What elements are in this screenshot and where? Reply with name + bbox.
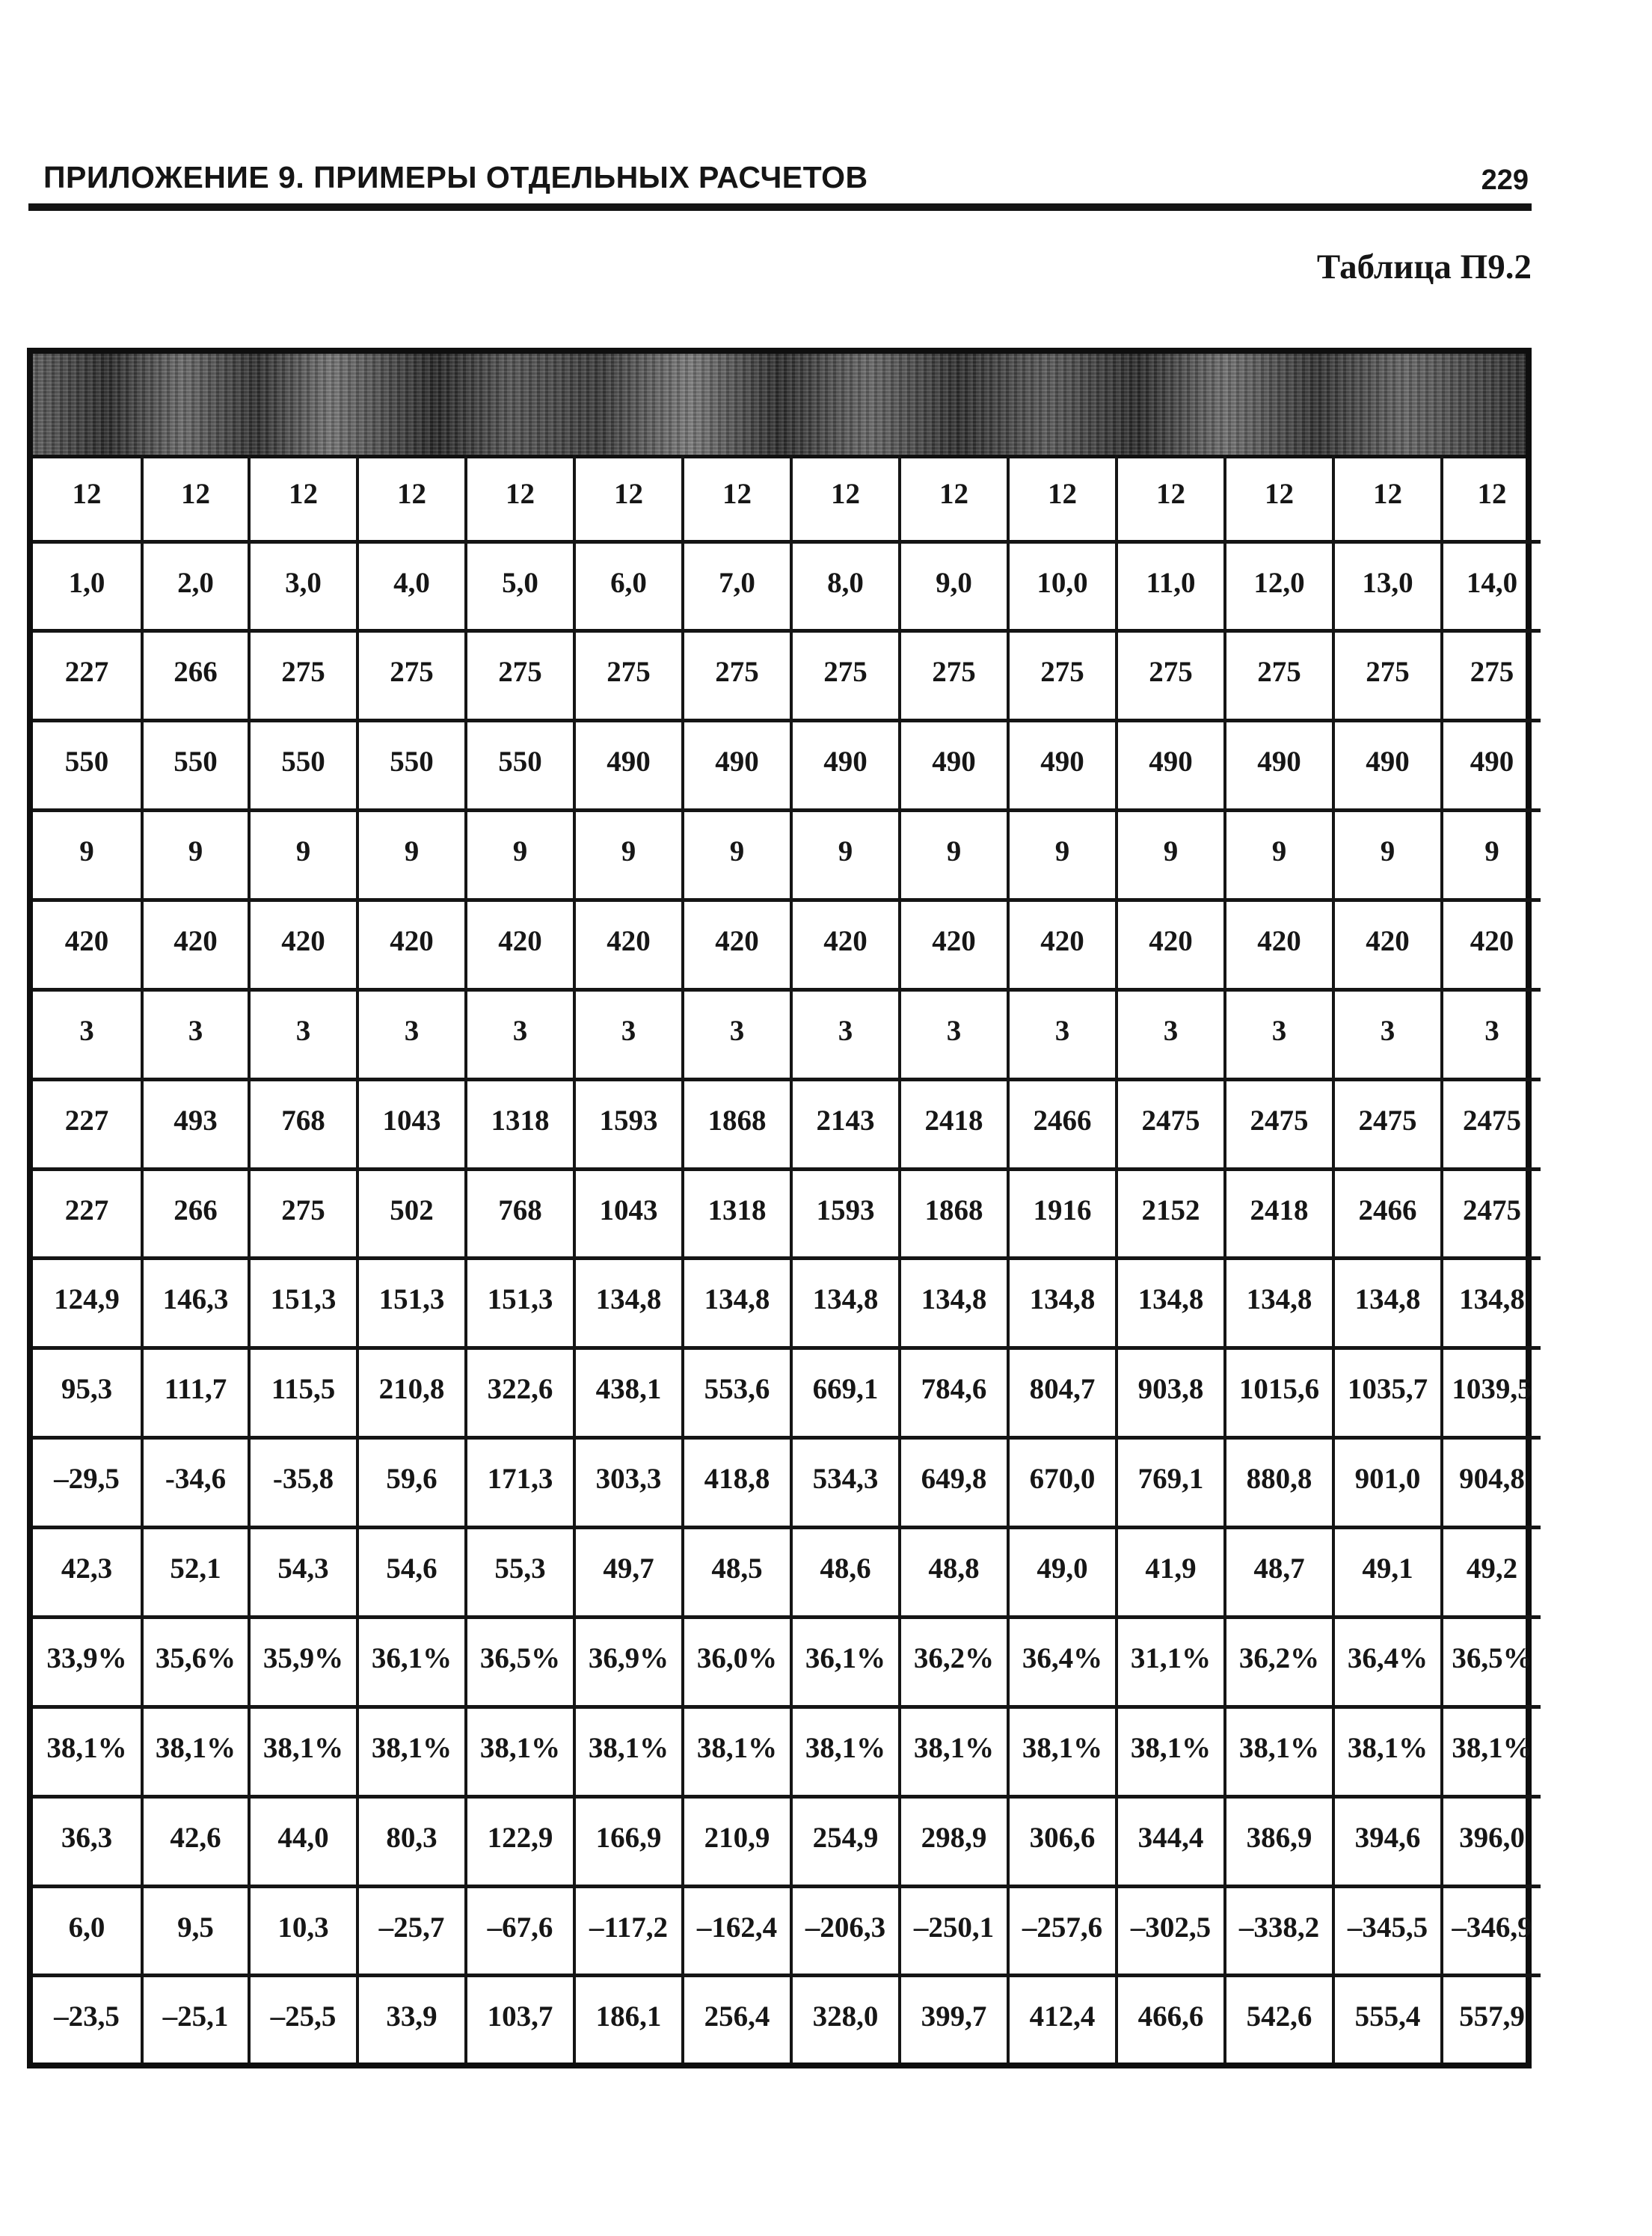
table-cell: 10,0: [1008, 541, 1117, 631]
table-cell: 901,0: [1333, 1438, 1442, 1528]
table-cell: 12: [142, 455, 249, 541]
table-cell: 80,3: [357, 1796, 466, 1886]
table-cell: 3: [142, 989, 249, 1079]
table-cell: 1868: [683, 1079, 791, 1169]
table-cell: 35,9%: [249, 1617, 357, 1707]
table-cell: –257,6: [1008, 1886, 1117, 1976]
table-cell: 122,9: [466, 1796, 574, 1886]
table-cell: 151,3: [249, 1259, 357, 1348]
table-cell: 166,9: [574, 1796, 683, 1886]
table-cell: 134,8: [1333, 1259, 1442, 1348]
table-cell: 275: [900, 631, 1008, 721]
table-row: [33, 631, 1541, 721]
table-cell: 1593: [791, 1169, 900, 1259]
table-cell: 399,7: [900, 1976, 1008, 2063]
table-cell: –23,5: [54, 2000, 120, 2033]
table-cell: 420: [791, 900, 900, 990]
table-cell: 134,8: [900, 1259, 1008, 1348]
table-cell: 7,0: [683, 541, 791, 631]
table-cell: 322,6: [466, 1348, 574, 1438]
table-cell: 328,0: [791, 1976, 900, 2063]
table-cell: 186,1: [574, 1976, 683, 2063]
table-cell: 466,6: [1117, 1976, 1225, 2063]
table-cell: 210,9: [683, 1796, 791, 1886]
table-cell: 38,1%: [791, 1707, 900, 1796]
table-cell: 298,9: [900, 1796, 1008, 1886]
table-cell: 124,9: [33, 1259, 142, 1348]
table-cell: 38,1%: [1333, 1707, 1442, 1796]
table-cell: 275: [683, 631, 791, 721]
table-cell: 1868: [900, 1169, 1008, 1259]
table-cell: 3,0: [249, 541, 357, 631]
table-cell: 36,4%: [1333, 1617, 1442, 1707]
table-cell: 303,3: [574, 1438, 683, 1528]
table-cell: 420: [1225, 900, 1333, 990]
table-cell: 266: [142, 631, 249, 721]
table-cell: 3: [33, 989, 142, 1079]
table-cell: 3: [791, 989, 900, 1079]
table-cell: 903,8: [1117, 1348, 1225, 1438]
table-cell: 2466: [1333, 1169, 1442, 1259]
table-cell: 2152: [1117, 1169, 1225, 1259]
table-row: [33, 900, 1541, 990]
table-row: [33, 811, 1541, 900]
table-cell: –67,6: [466, 1886, 574, 1976]
table-cell: 438,1: [574, 1348, 683, 1438]
running-title: ПРИЛОЖЕНИЕ 9. ПРИМЕРЫ ОТДЕЛЬНЫХ РАСЧЕТОВ: [43, 160, 868, 194]
table-row: [33, 721, 1541, 811]
table-cell: 31,1%: [1117, 1617, 1225, 1707]
table-cell: 306,6: [1008, 1796, 1117, 1886]
table-cell: 2466: [1008, 1079, 1117, 1169]
table-cell: 14,0: [1442, 541, 1541, 631]
table-cell: 1,0: [33, 541, 142, 631]
table-cell: 3: [574, 989, 683, 1079]
table-cell: 36,5%: [466, 1617, 574, 1707]
table-cell: 49,7: [574, 1528, 683, 1618]
table-cell: 49,1: [1333, 1528, 1442, 1618]
table-cell: 4,0: [357, 541, 466, 631]
table-cell: 2475: [1117, 1079, 1225, 1169]
table-cell: 36,9%: [574, 1617, 683, 1707]
table-cell: 36,3: [33, 1796, 142, 1886]
table-cell: 275: [1225, 631, 1333, 721]
table-cell: 386,9: [1225, 1796, 1333, 1886]
table-cell: 490: [791, 721, 900, 811]
table-cell: 48,6: [791, 1528, 900, 1618]
table-row: [33, 1976, 1541, 2063]
table-cell: 550: [33, 721, 142, 811]
table-cell: 344,4: [1117, 1796, 1225, 1886]
table-cell: 10,3: [249, 1886, 357, 1976]
table-cell: 54,6: [357, 1528, 466, 1618]
table-cell: 9: [466, 811, 574, 900]
table-cell: 490: [574, 721, 683, 811]
table-cell: 134,8: [683, 1259, 791, 1348]
table-cell: –345,5: [1333, 1886, 1442, 1976]
table-cell: 38,1%: [1008, 1707, 1117, 1796]
table-cell: 5,0: [466, 541, 574, 631]
table-cell: 11,0: [1117, 541, 1225, 631]
table-cell: 490: [1333, 721, 1442, 811]
table-cell: -35,8: [249, 1438, 357, 1528]
table-cell: 275: [249, 631, 357, 721]
table-cell: 550: [357, 721, 466, 811]
table-cell: 9: [574, 811, 683, 900]
table-cell: 134,8: [1225, 1259, 1333, 1348]
table-cell: 880,8: [1225, 1438, 1333, 1528]
table-cell: 1043: [357, 1079, 466, 1169]
table-cell: 3: [1333, 989, 1442, 1079]
table-cell: 275: [466, 631, 574, 721]
table-cell: 6,0: [574, 541, 683, 631]
table-cell: 8,0: [791, 541, 900, 631]
table-cell: 9: [791, 811, 900, 900]
table-cell: 38,1%: [249, 1707, 357, 1796]
table-cell: 227: [33, 1079, 142, 1169]
table-cell: 2418: [900, 1079, 1008, 1169]
table-cell: 420: [1008, 900, 1117, 990]
table-cell: 550: [142, 721, 249, 811]
table-cell: 3: [466, 989, 574, 1079]
table-cell: 13,0: [1333, 541, 1442, 631]
table-cell: 412,4: [1008, 1976, 1117, 2063]
table-cell: 38,1%: [142, 1707, 249, 1796]
table-cell: 542,6: [1225, 1976, 1333, 2063]
table-row: [33, 1438, 1541, 1528]
table-cell: 38,1%: [683, 1707, 791, 1796]
table-cell: 266: [142, 1169, 249, 1259]
table-cell: –346,9: [1442, 1886, 1541, 1976]
table-cell: 490: [683, 721, 791, 811]
table-cell: 9,0: [900, 541, 1008, 631]
table-row: [33, 541, 1541, 631]
table-cell: 254,9: [791, 1796, 900, 1886]
table-cell: 48,5: [683, 1528, 791, 1618]
table-cell: 41,9: [1117, 1528, 1225, 1618]
table-cell: 36,1%: [357, 1617, 466, 1707]
table-cell: 52,1: [142, 1528, 249, 1618]
table-cell: 35,6%: [142, 1617, 249, 1707]
table-header-band: [33, 354, 1526, 458]
table-cell: 275: [1442, 631, 1541, 721]
table-cell: 38,1%: [574, 1707, 683, 1796]
table-cell: 490: [1008, 721, 1117, 811]
table-row: [33, 1079, 1541, 1169]
table-cell: 9: [1225, 811, 1333, 900]
table-cell: 111,7: [142, 1348, 249, 1438]
table-cell: 38,1%: [357, 1707, 466, 1796]
running-head: [28, 156, 1532, 211]
table-cell: –338,2: [1225, 1886, 1333, 1976]
table-cell: 12: [466, 455, 574, 541]
table-cell: 36,5%: [1442, 1617, 1541, 1707]
table-cell: 2,0: [142, 541, 249, 631]
table-cell: 420: [574, 900, 683, 990]
table-cell: 134,8: [791, 1259, 900, 1348]
table-cell: 38,1%: [1225, 1707, 1333, 1796]
table-cell: 904,8: [1442, 1438, 1541, 1528]
table-cell: 210,8: [357, 1348, 466, 1438]
table-cell: 553,6: [683, 1348, 791, 1438]
table-cell: 9,5: [142, 1886, 249, 1976]
table-cell: 275: [249, 1169, 357, 1259]
table-cell: 33,9%: [33, 1617, 142, 1707]
table-cell: 550: [249, 721, 357, 811]
table-cell: –25,5: [249, 1976, 357, 2063]
table-cell: 54,3: [249, 1528, 357, 1618]
table-cell: 12: [683, 455, 791, 541]
table-cell: –162,4: [683, 1886, 791, 1976]
table-row: [33, 1348, 1541, 1438]
table-body: [33, 455, 1541, 2063]
table-cell: 134,8: [1442, 1259, 1541, 1348]
table-cell: 9: [1442, 811, 1541, 900]
table-cell: 784,6: [900, 1348, 1008, 1438]
table-cell: 36,4%: [1008, 1617, 1117, 1707]
table-cell: 420: [33, 900, 142, 990]
table-cell: 12: [791, 455, 900, 541]
table-cell: 2143: [791, 1079, 900, 1169]
table-cell: –25,1: [142, 1976, 249, 2063]
table-cell: 550: [466, 721, 574, 811]
table-cell: 9: [357, 811, 466, 900]
table-cell: 768: [466, 1169, 574, 1259]
table-cell: 42,3: [33, 1528, 142, 1618]
table-cell: 171,3: [466, 1438, 574, 1528]
table-cell: 12: [1117, 455, 1225, 541]
table-cell: 55,3: [466, 1528, 574, 1618]
table-cell: 59,6: [357, 1438, 466, 1528]
table-cell: 134,8: [1008, 1259, 1117, 1348]
table-cell: 1043: [574, 1169, 683, 1259]
table-cell: 49,0: [1008, 1528, 1117, 1618]
table-cell: 9: [900, 811, 1008, 900]
table-cell: 420: [683, 900, 791, 990]
table-cell: 275: [357, 631, 466, 721]
table-cell: 9: [1008, 811, 1117, 900]
table-row: [33, 1707, 1541, 1796]
table-cell: 9: [249, 811, 357, 900]
table-cell: 9: [683, 811, 791, 900]
table-cell: 275: [791, 631, 900, 721]
table-cell: 36,2%: [1225, 1617, 1333, 1707]
table-cell: 420: [142, 900, 249, 990]
table-cell: –302,5: [1117, 1886, 1225, 1976]
table-cell: 151,3: [466, 1259, 574, 1348]
table-cell: 1035,7: [1333, 1348, 1442, 1438]
table-cell: 1039,5: [1442, 1348, 1541, 1438]
table-cell: 490: [1117, 721, 1225, 811]
table-cell: 6,0: [33, 1886, 142, 1976]
table-cell: 12: [1442, 455, 1541, 541]
table-cell: 490: [1225, 721, 1333, 811]
table-cell: 12: [33, 455, 142, 541]
table-cell: 557,9: [1442, 1976, 1541, 2063]
table-cell: 38,1%: [1117, 1707, 1225, 1796]
table-cell: 555,4: [1333, 1976, 1442, 2063]
table-cell: 12: [249, 455, 357, 541]
table-cell: 394,6: [1333, 1796, 1442, 1886]
table-row: [33, 1528, 1541, 1618]
table-cell: 768: [249, 1079, 357, 1169]
table-cell: 12: [574, 455, 683, 541]
table-cell: 3: [1225, 989, 1333, 1079]
table-cell: 2475: [1442, 1169, 1541, 1259]
table-cell: 36,0%: [683, 1617, 791, 1707]
table-cell: 48,7: [1225, 1528, 1333, 1618]
table-cell: 227: [33, 1169, 142, 1259]
table-cell: –25,7: [357, 1886, 466, 1976]
table-cell: 1318: [466, 1079, 574, 1169]
table-cell: 1318: [683, 1169, 791, 1259]
table-cell: –29,5: [33, 1438, 142, 1528]
table-cell: 42,6: [142, 1796, 249, 1886]
table-cell: 396,0: [1442, 1796, 1541, 1886]
table-cell: 670,0: [1008, 1438, 1117, 1528]
table-cell: 275: [1008, 631, 1117, 721]
table-cell: 649,8: [900, 1438, 1008, 1528]
table-cell: –117,2: [574, 1886, 683, 1976]
table-cell: –250,1: [900, 1886, 1008, 1976]
table-row: [33, 1169, 1541, 1259]
table-cell: 490: [1442, 721, 1541, 811]
table-cell: 12: [357, 455, 466, 541]
data-table: [27, 348, 1532, 2068]
table-cell: 502: [357, 1169, 466, 1259]
table-row: [33, 455, 1541, 541]
table-cell: 49,2: [1442, 1528, 1541, 1618]
table-cell: 33,9: [357, 1976, 466, 2063]
table-row: [33, 1617, 1541, 1707]
table-cell: 9: [1333, 811, 1442, 900]
table-row: [33, 1886, 1541, 1976]
table-cell: 275: [574, 631, 683, 721]
table-cell: 534,3: [791, 1438, 900, 1528]
table-cell: 804,7: [1008, 1348, 1117, 1438]
table-cell: 12: [1333, 455, 1442, 541]
table-cell: 2418: [1225, 1169, 1333, 1259]
table-cell: 420: [1117, 900, 1225, 990]
table-cell: 3: [1117, 989, 1225, 1079]
table-cell: 769,1: [1117, 1438, 1225, 1528]
table-cell: 2475: [1442, 1079, 1541, 1169]
table-cell: 420: [1333, 900, 1442, 990]
table-cell: 227: [33, 631, 142, 721]
table-row: [33, 1259, 1541, 1348]
table-row: [33, 1796, 1541, 1886]
table-row: [33, 989, 1541, 1079]
table-cell: 1593: [574, 1079, 683, 1169]
table-cell: 3: [249, 989, 357, 1079]
table-cell: 38,1%: [900, 1707, 1008, 1796]
table-cell: 3: [357, 989, 466, 1079]
table-cell: 275: [1333, 631, 1442, 721]
table-cell: 9: [1117, 811, 1225, 900]
table-cell: 12: [900, 455, 1008, 541]
table-cell: 3: [683, 989, 791, 1079]
table-cell: 151,3: [357, 1259, 466, 1348]
table-cell: 44,0: [249, 1796, 357, 1886]
table-cell: 36,2%: [900, 1617, 1008, 1707]
table-caption: Таблица П9.2: [1316, 248, 1532, 286]
table-cell: 95,3: [33, 1348, 142, 1438]
table-cell: 420: [249, 900, 357, 990]
table-cell: 12,0: [1225, 541, 1333, 631]
table-cell: 38,1%: [33, 1707, 142, 1796]
table-cell: 12: [1008, 455, 1117, 541]
page-number: 229: [1481, 165, 1529, 196]
table-cell: -34,6: [142, 1438, 249, 1528]
table-cell: 48,8: [900, 1528, 1008, 1618]
table-cell: 38,1%: [1442, 1707, 1541, 1796]
table-cell: 36,1%: [791, 1617, 900, 1707]
table-cell: 490: [900, 721, 1008, 811]
table-cell: 3: [1442, 989, 1541, 1079]
table-cell: 256,4: [683, 1976, 791, 2063]
table-cell: 134,8: [1117, 1259, 1225, 1348]
table-cell: 38,1%: [466, 1707, 574, 1796]
table-cell: 9: [142, 811, 249, 900]
table-cell: 134,8: [574, 1259, 683, 1348]
table-cell: 2475: [1333, 1079, 1442, 1169]
table-cell: 669,1: [791, 1348, 900, 1438]
table-cell: 9: [33, 811, 142, 900]
table-cell: 146,3: [142, 1259, 249, 1348]
table-cell: 420: [357, 900, 466, 990]
table-cell: 275: [1117, 631, 1225, 721]
table-cell: 1015,6: [1225, 1348, 1333, 1438]
table-cell: 3: [1008, 989, 1117, 1079]
table-cell: 103,7: [466, 1976, 574, 2063]
table-cell: –206,3: [791, 1886, 900, 1976]
table-cell: 420: [466, 900, 574, 990]
table-cell: 1916: [1008, 1169, 1117, 1259]
table-cell: 418,8: [683, 1438, 791, 1528]
table-cell: 420: [1442, 900, 1541, 990]
table-cell: 12: [1225, 455, 1333, 541]
table-cell: 3: [900, 989, 1008, 1079]
table-cell: 420: [900, 900, 1008, 990]
table-cell: 493: [142, 1079, 249, 1169]
table-cell: 115,5: [249, 1348, 357, 1438]
table-cell: 2475: [1225, 1079, 1333, 1169]
